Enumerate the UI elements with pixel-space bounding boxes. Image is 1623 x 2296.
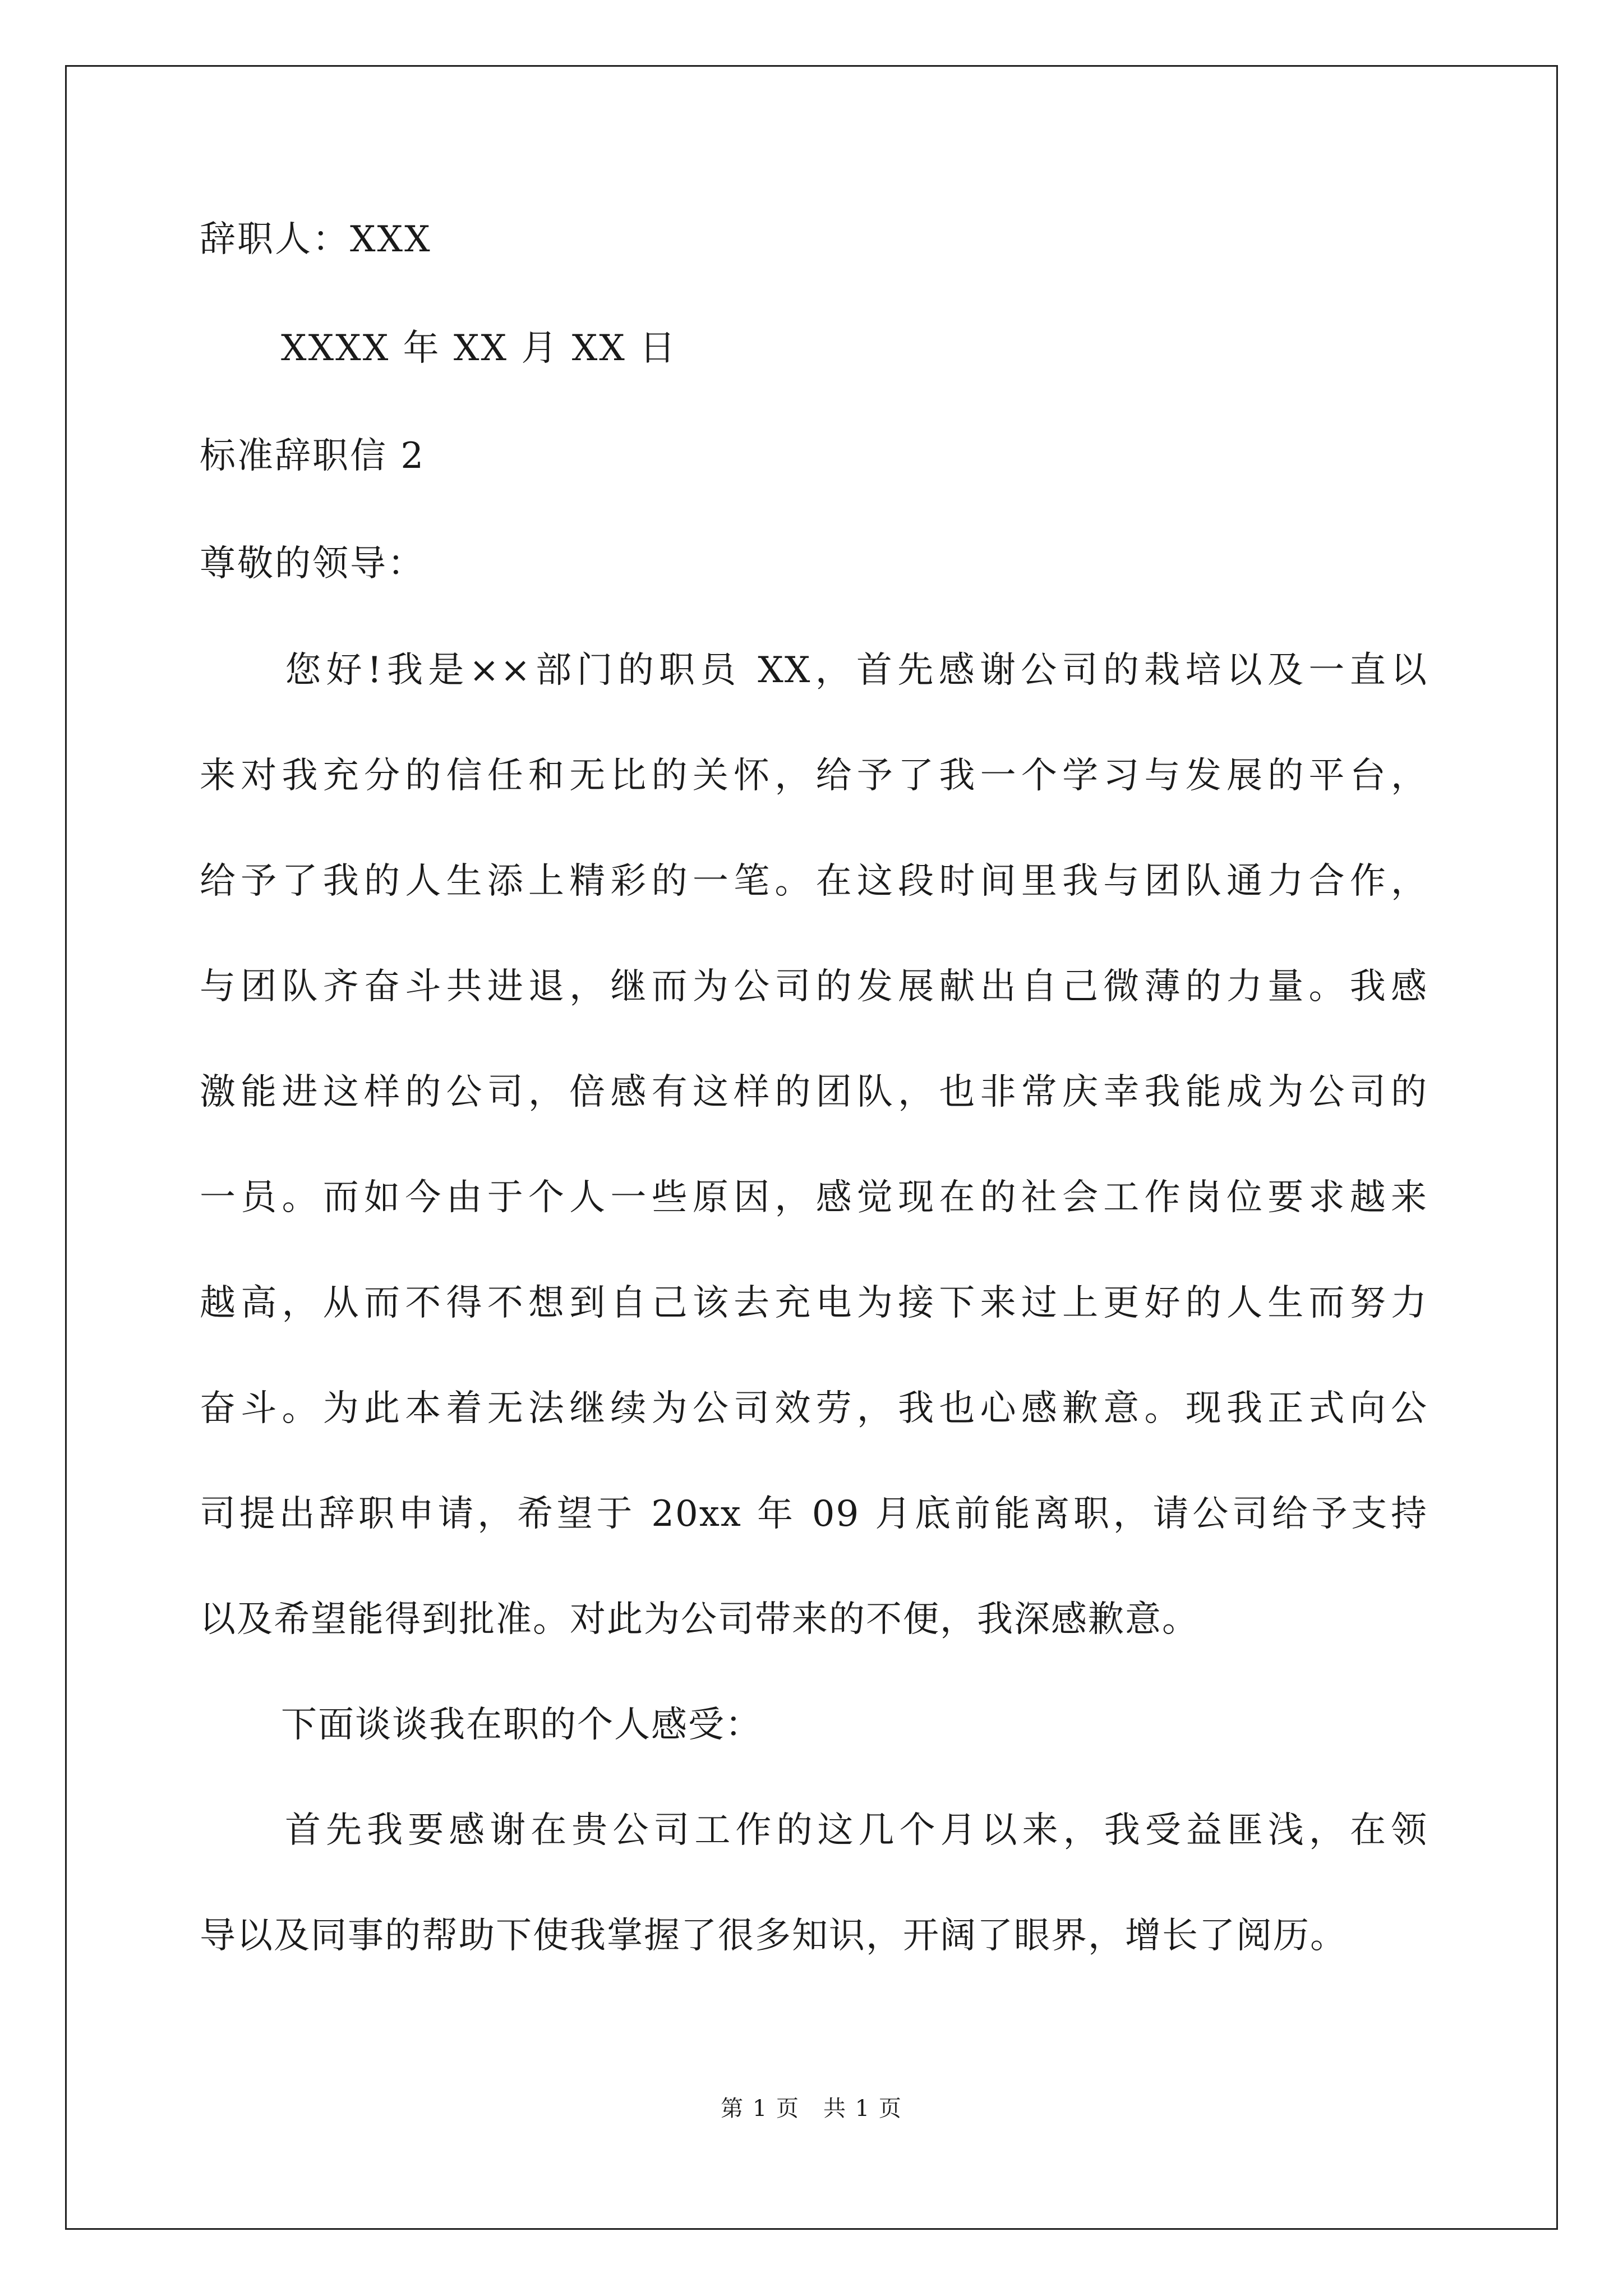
paragraph-row: 导以及同事的帮助下使我掌握了很多知识，开阔了眼界，增长了阅历。 bbox=[200, 1915, 1347, 1957]
paragraph-row: 下面谈谈我在职的个人感受： bbox=[281, 1704, 762, 1746]
page-footer: 第 1 页 共 1 页 bbox=[721, 2096, 902, 2122]
paragraph-row: 给予了我的人生添上精彩的一笔。在这段时间里我与团队通力合作， bbox=[200, 861, 1428, 902]
document-body bbox=[200, 219, 1428, 1989]
paragraph-row: 与团队齐奋斗共进退，继而为公司的发展献出自己微薄的力量。我感 bbox=[200, 966, 1428, 1007]
paragraph-row: 以及希望能得到批准。对此为公司带来的不便，我深感歉意。 bbox=[200, 1599, 1199, 1640]
letter-title: 标准辞职信 2 bbox=[200, 435, 426, 477]
paragraph-row: 司提出辞职申请，希望于 20xx 年 09 月底前能离职，请公司给予支持 bbox=[200, 1493, 1428, 1535]
paragraph-row: 越高，从而不得不想到自己该去充电为接下来过上更好的人生而努力 bbox=[200, 1282, 1428, 1324]
signer-line: 辞职人：XXX bbox=[200, 219, 432, 260]
paragraph-thanks bbox=[200, 1778, 1428, 1989]
paragraph-intro bbox=[200, 618, 1428, 1672]
paragraph-row: 首先我要感谢在贵公司工作的这几个月以来，我受益匪浅，在领 bbox=[281, 1810, 1428, 1851]
paragraph-row: 奋斗。为此本着无法继续为公司效劳，我也心感歉意。现我正式向公 bbox=[200, 1388, 1428, 1429]
paragraph-row: 一员。而如今由于个人一些原因，感觉现在的社会工作岗位要求越来 bbox=[200, 1177, 1428, 1218]
date-line: XXXX 年 XX 月 XX 日 bbox=[281, 328, 677, 369]
paragraph-row: 来对我充分的信任和无比的关怀，给予了我一个学习与发展的平台， bbox=[200, 755, 1428, 797]
paragraph-feelings-intro bbox=[200, 1672, 1428, 1778]
paragraph-row: 您好!我是××部门的职员 XX，首先感谢公司的栽培以及一直以 bbox=[281, 650, 1428, 691]
greeting-line: 尊敬的领导： bbox=[200, 543, 425, 585]
paragraph-row: 激能进这样的公司，倍感有这样的团队，也非常庆幸我能成为公司的 bbox=[200, 1071, 1428, 1113]
